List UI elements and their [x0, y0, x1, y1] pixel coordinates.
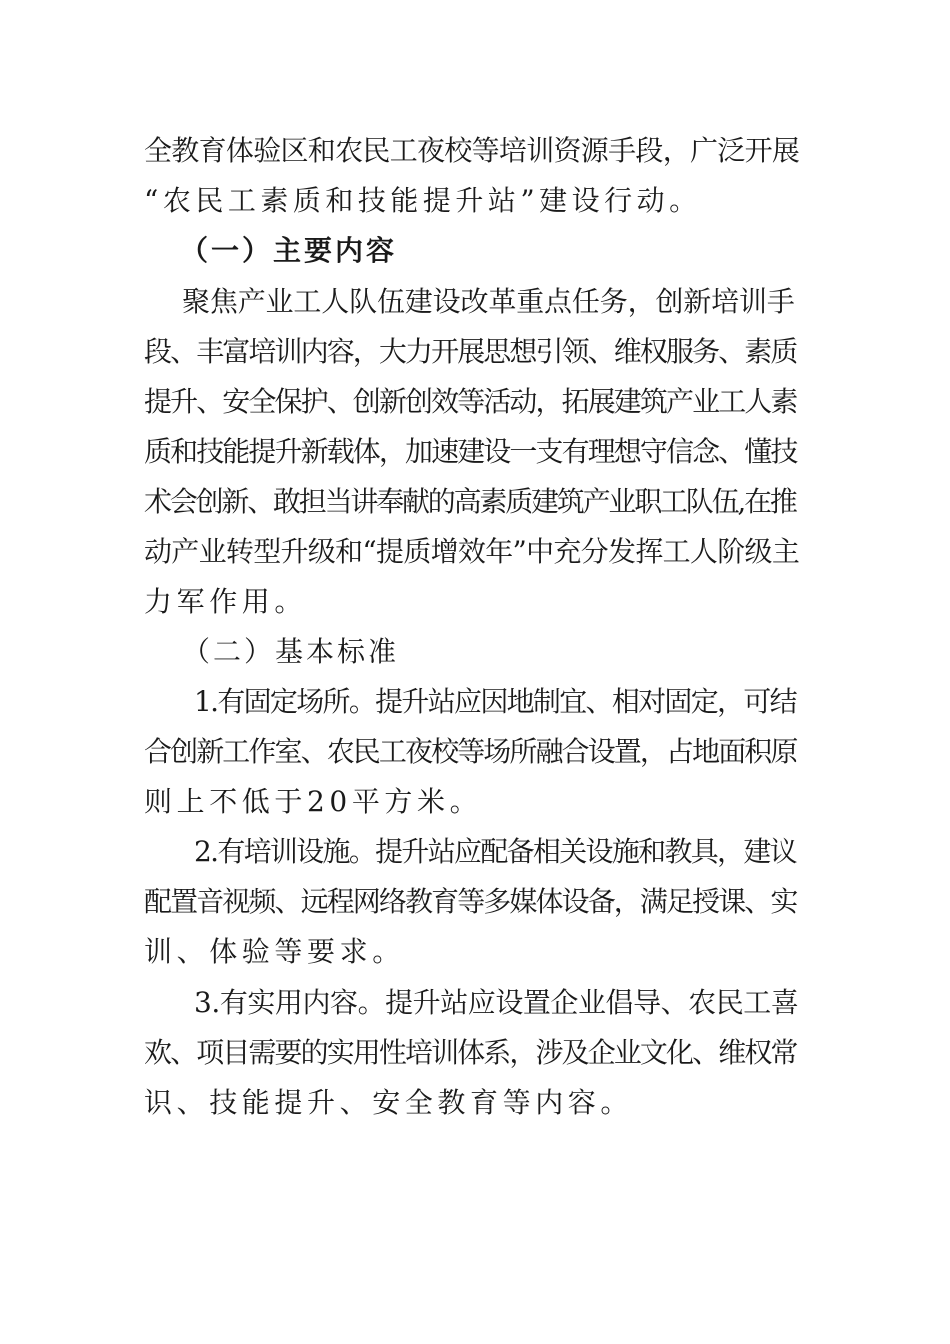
- paragraph-line: 全教育体验区和农民工夜校等培训资源手段，广泛开展: [144, 134, 800, 167]
- section-heading-main-content: （一）主要内容: [180, 234, 398, 267]
- paragraph-line: 1.有固定场所。提升站应因地制宜、相对固定，可结: [194, 685, 796, 718]
- paragraph-line: 动产业转型升级和“提质增效年”中充分发挥工人阶级主: [144, 535, 800, 568]
- paragraph-line: 术会创新、敢担当讲奉献的高素质建筑产业职工队伍,在推: [144, 485, 796, 518]
- paragraph-line: 2.有培训设施。提升站应配备相关设施和教具，建议: [194, 835, 796, 868]
- paragraph-line: “农民工素质和技能提升站”建设行动。: [144, 184, 702, 217]
- paragraph-line: 训、体验等要求。: [144, 935, 405, 968]
- paragraph-line: 配置音视频、远程网络教育等多媒体设备，满足授课、实: [144, 885, 797, 918]
- paragraph-line: 段、丰富培训内容，大力开展思想引领、维权服务、素质: [144, 335, 797, 368]
- paragraph-line: 识、技能提升、安全教育等内容。: [144, 1086, 634, 1119]
- paragraph-line: 合创新工作室、农民工夜校等场所融合设置，占地面积原: [144, 735, 797, 768]
- paragraph-line: 质和技能提升新载体，加速建设一支有理想守信念、懂技: [144, 435, 797, 468]
- paragraph-line: 聚焦产业工人队伍建设改革重点任务，创新培训手: [182, 285, 795, 318]
- paragraph-line: 提升、安全保护、创新创效等活动，拓展建筑产业工人素: [144, 385, 797, 418]
- paragraph-line: 力军作用。: [144, 585, 308, 618]
- section-heading-basic-standards: （二）基本标准: [182, 635, 400, 668]
- paragraph-line: 3.有实用内容。提升站应设置企业倡导、农民工喜: [194, 986, 799, 1019]
- paragraph-line: 则上不低于20平方米。: [144, 785, 483, 818]
- paragraph-line: 欢、项目需要的实用性培训体系，涉及企业文化、维权常: [144, 1036, 797, 1069]
